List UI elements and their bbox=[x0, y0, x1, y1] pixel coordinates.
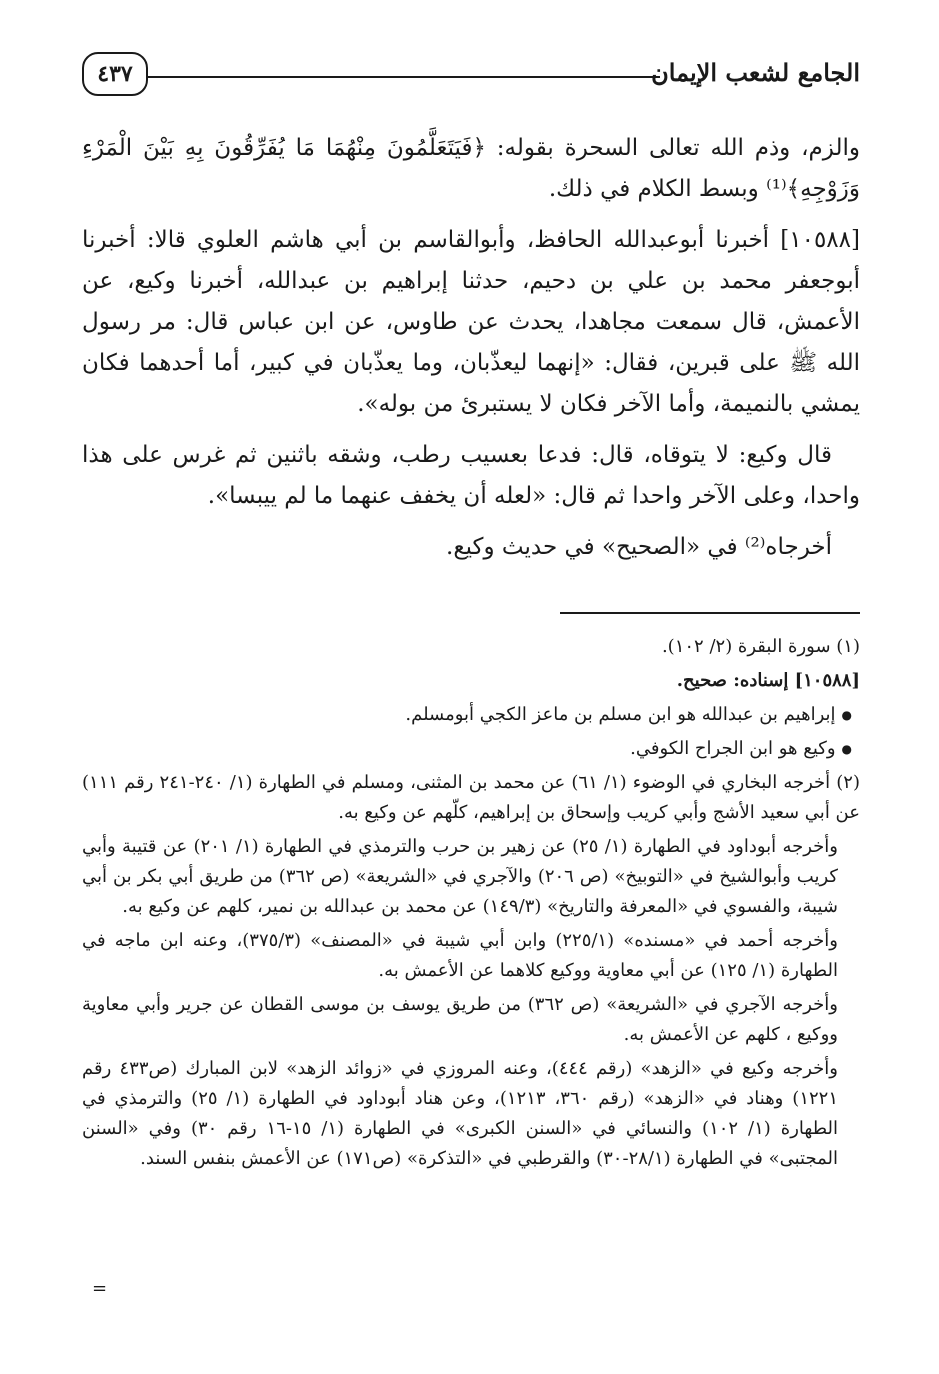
page-header bbox=[82, 52, 860, 102]
footnote-2-a: (٢) أخرجه البخاري في الوضوء (١/ ٦١) عن محمد بن المثنى، ومسلم في الطهارة (١/ ٢٤٠-٢٤١ رقم ١١١) عن أبي سعيد الأشج وأبي كريب وإسحاق بن إبراهيم، كلّهم عن وكيع به. bbox=[82, 772, 860, 823]
main-text bbox=[82, 128, 860, 578]
footnote-2-b: وأخرجه أبوداود في الطهارة (١/ ٢٥) عن زهير بن حرب والترمذي في الطهارة (١/ ٢٠١) عن قتيبة وأبي كريب وأبوالشيخ في «التوبيخ» (ص ٢٠٦) والآجري في «الشريعة» (ص ٣٦٢) من طريق أبي بكر بن أبي شيبة، والفسوي في «المعرفة والتاريخ» (١٤٩/٣) عن محمد بن عبدالله بن نمير، كلهم عن وكيع به. bbox=[82, 836, 838, 917]
continuation-mark: = bbox=[92, 1278, 108, 1299]
page-number: ٤٣٧ bbox=[82, 52, 148, 96]
footnote-2-e: وأخرجه وكيع في «الزهد» (رقم ٤٤٤)، وعنه المروزي في «زوائد الزهد» لابن المبارك (ص٤٣٣ رقم ١٢٢١) وهناد في «الزهد» (رقم ٣٦٠، ١٢١٣)، وعن هناد أبوداود في الطهارة (١/ ٢٥) والترمذي في الطهارة (١/ ١٠٢) والنسائي في «السنن الكبرى» في الطهارة (١/ ١٥-١٦ رقم ٣٠) وفي «السنن المجتبى» في الطهارة (٢٨/١-٣٠) والقرطبي في «التذكرة» (ص١٧١) عن الأعمش بنفس السند. bbox=[82, 1058, 838, 1169]
footnote-1: (١) سورة البقرة (٢/ ١٠٢). bbox=[661, 636, 860, 657]
footnotes bbox=[82, 630, 860, 1178]
paragraph-intro: والزم، وذم الله تعالى السحرة بقوله: ﴿فَيَتَعَلَّمُونَ مِنْهُمَا مَا يُفَرِّقُونَ بِهِ بَيْنَ الْمَرْءِ وَزَوْجِهِ﴾⁽¹⁾ وبسط الكلام في ذلك. bbox=[82, 135, 860, 202]
header-rule bbox=[146, 76, 660, 78]
bullet-note-1: ● إبراهيم بن عبدالله هو ابن مسلم بن ماعز الكجي أبومسلم. bbox=[82, 700, 860, 730]
hadith-paragraph: [١٠٥٨٨] أخبرنا أبوعبدالله الحافظ، وأبوالقاسم بن أبي هاشم العلوي قالا: أخبرنا أبوجعفر محمد بن علي بن دحيم، حدثنا إبراهيم بن عبدالله، أخبرنا وكيع، عن الأعمش، قال سمعت مجاهدا، يحدث عن طاوس، عن ابن عباس قال: مر رسول الله ﷺ على قبرين، فقال: «إنهما ليعذّبان، وما يعذّبان في كبير، أما أحدهما فكان يمشي بالنميمة، وأما الآخر فكان لا يستبرئ من بوله». bbox=[82, 227, 860, 417]
takhrij-paragraph: أخرجاه⁽²⁾ في «الصحيح» في حديث وكيع. bbox=[446, 534, 832, 560]
bullet-note-2: ● وكيع هو ابن الجراح الكوفي. bbox=[82, 734, 860, 764]
footnote-2-d: وأخرجه الآجري في «الشريعة» (ص ٣٦٢) من طريق يوسف بن موسى القطان عن جرير وأبي معاوية ووكيع ، كلهم عن الأعمش به. bbox=[82, 994, 838, 1045]
isnad-label: [١٠٥٨٨] إسناده: صحيح. bbox=[676, 670, 860, 691]
running-title: الجامع لشعب الإيمان bbox=[651, 58, 860, 87]
waki-comment-paragraph: قال وكيع: لا يتوقاه، قال: فدعا بعسيب رطب، وشقه باثنين ثم غرس على هذا واحدا، وعلى الآخر واحدا ثم قال: «لعله أن يخفف عنهما ما لم ييبسا». bbox=[82, 442, 860, 509]
footnote-2-c: وأخرجه أحمد في «مسنده» (٢٢٥/١) وابن أبي شيبة في «المصنف» (٣٧٥/٣)، وعنه ابن ماجه في الطهارة (١/ ١٢٥) عن أبي معاوية ووكيع كلاهما عن الأعمش به. bbox=[82, 930, 838, 981]
footnote-separator bbox=[560, 612, 860, 614]
